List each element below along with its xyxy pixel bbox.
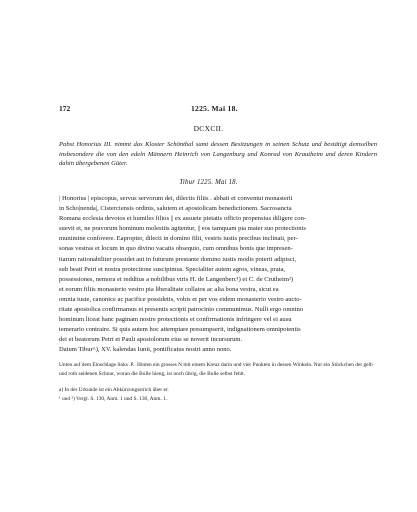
text-line: omnia iuste, canonice ac pacifice possidetis, vobis et per vos eidem monasterio vestro aucto- <box>59 295 302 303</box>
footnote-a: a) In der Urkunde ist ein Abkürzungsstrich über er. <box>59 387 169 394</box>
charter-place-date: Tibur 1225. Mai 18. <box>179 179 238 186</box>
text-line: sonas vestras et locum in quo divino vacatis obsequio, cum omnibus bonis que impresen- <box>59 245 293 253</box>
text-line: dei et beatorum Petri et Pauli apostolorum eius se noverit incursurum. <box>59 336 243 344</box>
text-line: Datum Tibur^), XV. kalendas Iunii, pontificatus nostri anno nono. <box>59 346 232 354</box>
editorial-notes <box>59 361 377 403</box>
text-line: Romana ecclesia devotos et humiles filios || ex assuete pietatis officio propensius diligere con- <box>59 215 307 223</box>
text-line: munimine confovere. Eapropter, dilecti in domino filii, vestris iustis precibus inclinati, per- <box>59 235 298 243</box>
text-line: hominum liceat hanc paginam nostre protectionis et confirmationis infringere vel ei ausu <box>59 316 292 324</box>
text-line: ritate apostolica confirmamus et presentis scripti patrocinio communimus. Nulli ergo omnino <box>59 306 304 314</box>
page-header <box>59 104 377 114</box>
charter-summary: Pabst Honorius III. nimmt das Kloster Schönthal samt dessen Besitzungen in seinen Schutz und bestätigt demselben insbesondere die von den edeln Männern Heinrich von Langenburg und Konrad von Krautheim und deren Kindern dahin übergebenen Güter. <box>59 141 377 167</box>
text-line: sub beati Petri et nostra protectione suscipimus. Specialiter autem agros, vineas, prata, <box>59 265 285 273</box>
footnote-numbered: ¹ und ²) Vergl. S. 130, Anm. 1 und S. 130, Anm. 1. <box>59 395 168 402</box>
page-number: 172 <box>59 104 71 113</box>
running-date: 1225. Mai 18. <box>191 104 238 113</box>
text-line: et eorum filiis monasterio vestro pia liberalitate collatos ac alia bona vestra, sicut ea <box>59 285 279 293</box>
text-line: | Honorius | episcopus, servus servorum dei, dilectis filiis . abbati et conventui monasterii <box>59 195 293 202</box>
charter-number: DCXCII. <box>193 124 224 133</box>
charter-text <box>59 194 377 356</box>
text-line: tiarum rationabiliter possidet aut in futurum prestante domino iustis modis poterit adipisci, <box>59 255 297 263</box>
notes-spacer <box>59 378 377 386</box>
text-line: in Scho|nenda|, Cisterciensis ordinis, salutem et apostolicam benedictionem. Sacrosancta <box>59 205 292 213</box>
text-line: suevit et, ne pravorum hominum molestiis agitentur, || eos tamquam pia mater suo protectionis <box>59 225 306 233</box>
text-line: possessiones, nemora et redditus a nobilibus viris H. de Langenberc¹) et C. de Crutheim²) <box>59 275 294 283</box>
seal-description: Unten auf dem Einschlage links .P.. Hinten ein grosses N mit einem Kreuz darin und vier Punkten in dessen Winkeln. Nur ein Stückchen der gelb und roth seidenen Schnur, woran die Bulle hieng, ist noch übrig, die Bulle selbst fehlt. <box>59 362 373 377</box>
text-line: temerario contraire. Si quis autem hoc attemptare presumpserit, indignationem omnipotentis <box>59 326 301 334</box>
